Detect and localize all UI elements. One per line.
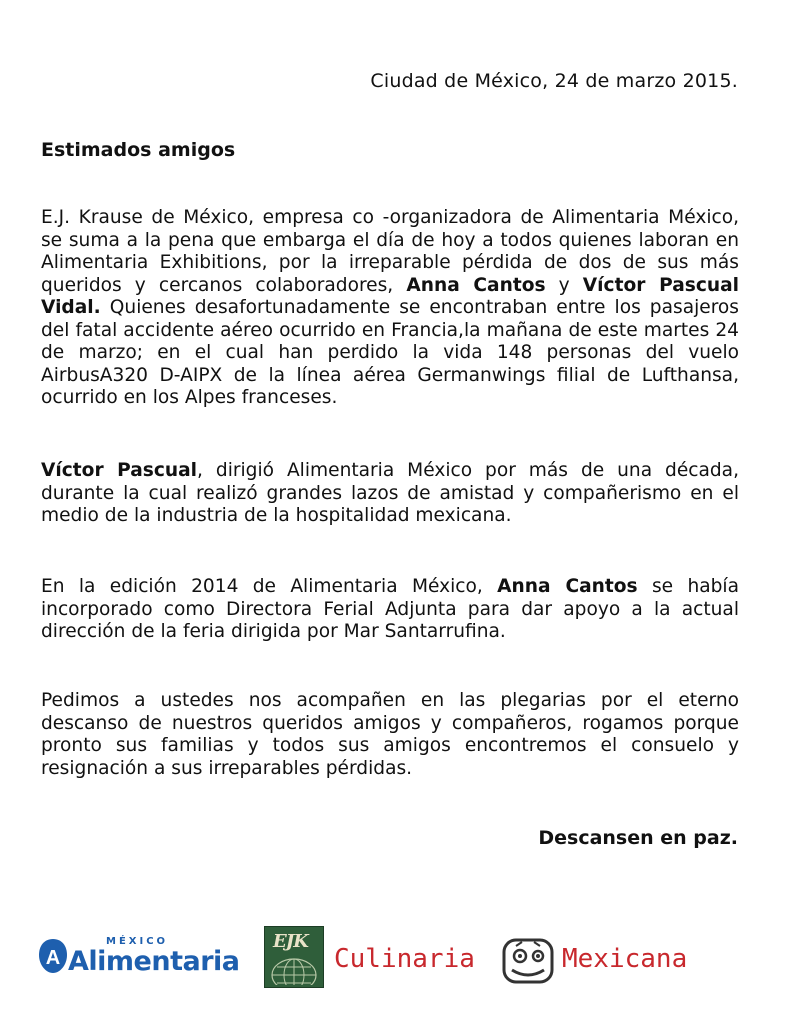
paragraph-3 xyxy=(41,576,739,644)
p1-text-3: Quienes desafortunadamente se encontraban entre los pasajeros del fatal accidente aéreo ocurrido en Francia,la mañana de este martes 24 de marzo; en el cual han perdido la vida 148 personas del vuelo AirbusA320 D-AIPX de la línea aérea Germanwings filial de Lufthansa, ocurrido en los Alpes franceses. xyxy=(41,297,739,408)
mexicana-word: Mexicana xyxy=(562,944,688,974)
culinaria-word: Culinaria xyxy=(334,944,475,974)
paragraph-4: Pedimos a ustedes nos acompañen en las plegarias por el eterno descanso de nuestros queridos amigos y compañeros, rogamos porque pronto sus familias y todos sus amigos encontremos el consuelo y resignación a sus irreparables pérdidas. xyxy=(41,690,739,779)
p1-bold-anna: Anna Cantos xyxy=(406,274,546,296)
alimentaria-logo xyxy=(38,932,250,982)
letter-date: Ciudad de México, 24 de marzo 2015. xyxy=(370,70,738,92)
globe-icon xyxy=(269,953,319,985)
p3-text-1: En la edición 2014 de Alimentaria México, xyxy=(41,576,498,597)
alimentaria-badge-letter: A xyxy=(45,947,61,969)
alimentaria-wordmark: Alimentaria xyxy=(68,946,240,977)
letter-closing: Descansen en paz. xyxy=(538,827,738,849)
paragraph-1 xyxy=(41,207,739,410)
mayan-glyph-icon xyxy=(498,936,558,986)
p3-text-2: se había incorporado como Directora Ferial Adjunta para dar apoyo a la actual dirección de la feria dirigida por Mar Santarrufina. xyxy=(41,576,739,642)
ejk-logo xyxy=(264,926,324,988)
culinaria-mexicana-logo xyxy=(334,936,754,986)
letter-greeting: Estimados amigos xyxy=(41,139,236,161)
p3-bold-anna: Anna Cantos xyxy=(497,576,638,597)
p1-text-2: y xyxy=(545,274,583,296)
footer-logos xyxy=(38,922,748,992)
alimentaria-mexico-label: MÉXICO xyxy=(106,936,169,947)
p2-text-1: , dirigió Alimentaria México por más de una década, durante la cual realizó grandes lazos de amistad y compañerismo en el medio de la industria de la hospitalidad mexicana. xyxy=(41,460,739,526)
p1-text-1: E.J. Krause de México, empresa co -organizadora de Alimentaria México, se suma a la pena que embarga el día de hoy a todos quienes laboran en Alimentaria Exhibitions, por la irreparable pérdida de dos de sus más queridos y cercanos colaboradores, xyxy=(41,207,739,296)
p1-bold-victor: Víctor Pascual Vidal. xyxy=(41,274,740,318)
p2-bold-victor: Víctor Pascual xyxy=(41,460,198,481)
paragraph-2 xyxy=(41,460,739,528)
alimentaria-badge-icon xyxy=(38,938,68,974)
ejk-wordmark: EJK xyxy=(273,931,308,952)
